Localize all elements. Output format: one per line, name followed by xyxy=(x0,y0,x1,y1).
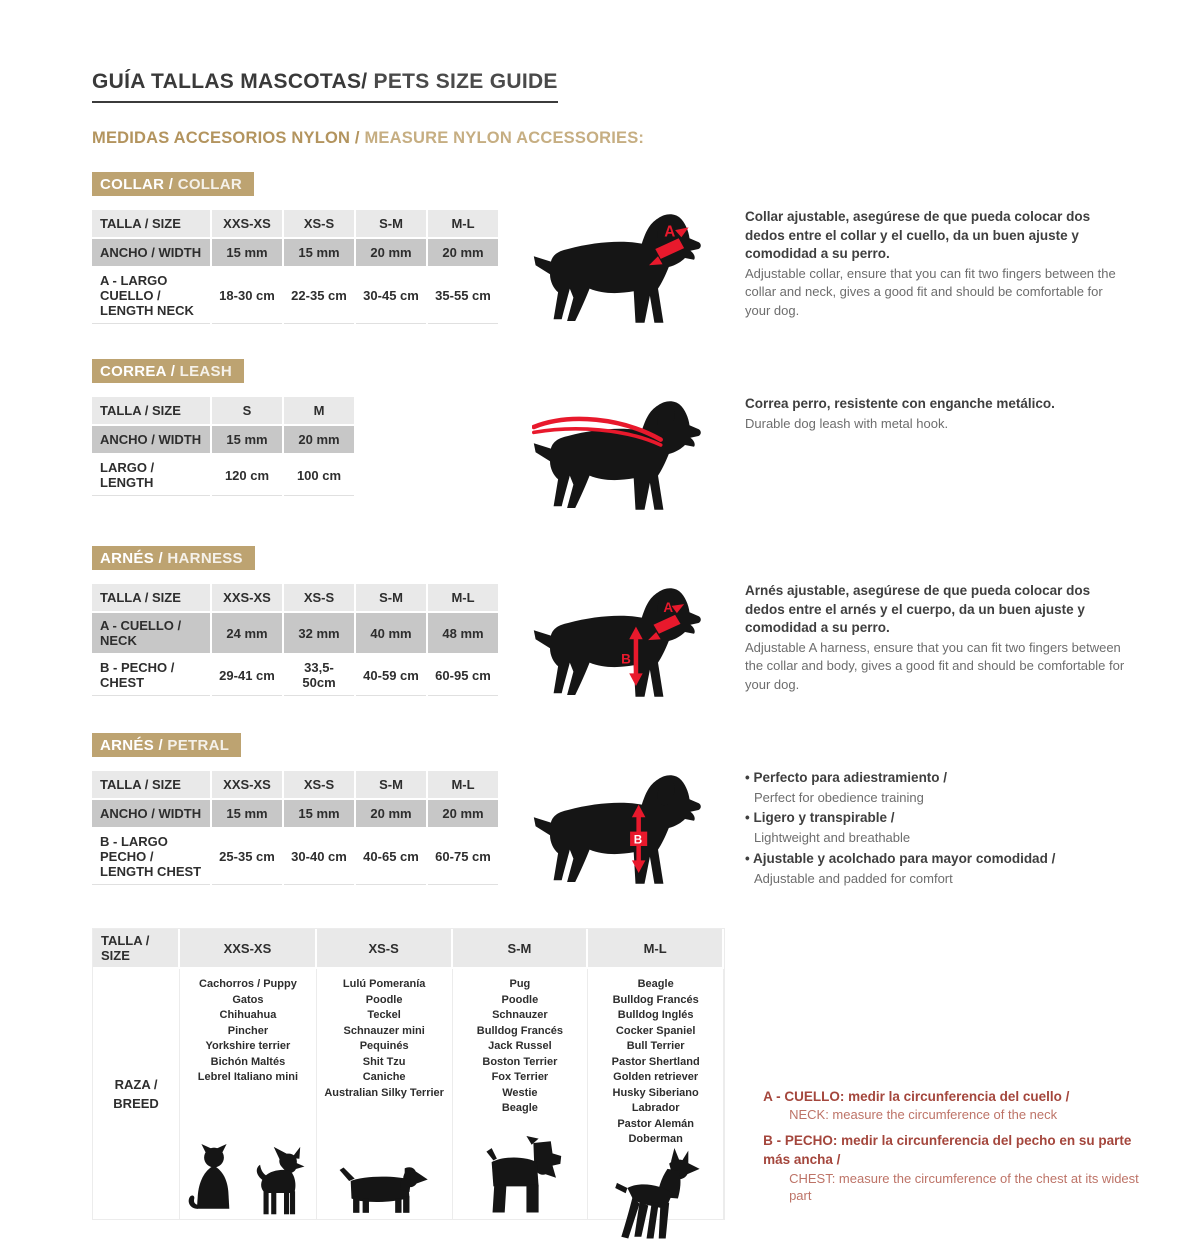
size-table-body xyxy=(92,210,498,324)
size-row xyxy=(92,239,498,266)
size-table-body xyxy=(92,584,498,696)
description-en: Durable dog leash with metal hook. xyxy=(745,415,949,431)
section-badge-petral xyxy=(92,733,241,757)
breed-name: Poodle xyxy=(501,993,539,1006)
size-header-cell: S-M xyxy=(356,584,426,611)
page-title-en: PETS SIZE GUIDE xyxy=(367,70,558,93)
section-harness xyxy=(92,546,1160,709)
breed-name: Schnauzer xyxy=(492,1009,548,1021)
breed-header-size-cell: XS-S xyxy=(317,929,453,969)
size-header-label: TALLA / SIZE xyxy=(92,771,210,798)
note-es: B - PECHO: medir la circunferencia del pecho en su parte más ancha / xyxy=(763,1132,1132,1168)
note-item xyxy=(763,1131,1160,1205)
breed-name: Cocker Spaniel xyxy=(615,1024,696,1037)
dog-collar-marking xyxy=(532,204,717,335)
bullet-item xyxy=(745,769,1127,806)
size-table-collar xyxy=(90,208,500,326)
breed-name: Poodle xyxy=(365,993,403,1006)
size-value-cell: 22-35 cm xyxy=(284,268,354,324)
size-table-petral xyxy=(90,769,500,887)
breed-name: Schnauzer mini xyxy=(343,1024,425,1037)
size-header-cell: S xyxy=(212,397,282,424)
section-row xyxy=(92,582,1160,709)
breed-header-size-cell: XXS-XS xyxy=(180,929,317,969)
size-value-cell: 15 mm xyxy=(212,800,282,827)
size-row xyxy=(92,613,498,653)
dog-petral-marking xyxy=(532,765,717,896)
badge-label-es: COLLAR / xyxy=(100,176,174,193)
breed-name-list xyxy=(453,969,588,1117)
size-row-label: A - LARGO CUELLO / LENGTH NECK xyxy=(92,268,210,324)
size-header-cell: XS-S xyxy=(284,771,354,798)
size-value-cell: 15 mm xyxy=(284,800,354,827)
breed-name: Pastor Shertland xyxy=(611,1055,700,1068)
size-header-label: TALLA / SIZE xyxy=(92,584,210,611)
size-table-leash xyxy=(90,395,356,498)
cat-silhouette xyxy=(187,1144,241,1216)
breed-header-row xyxy=(93,929,724,969)
badge-label-es: ARNÉS / xyxy=(100,550,163,567)
size-value-cell: 33,5-50cm xyxy=(284,655,354,696)
dog-silhouette-illustration xyxy=(532,204,712,330)
size-value-cell: 20 mm xyxy=(428,800,498,827)
size-value-cell: 40-65 cm xyxy=(356,829,426,885)
section-badge-harness xyxy=(92,546,255,570)
breed-name: Bulldog Francés xyxy=(612,993,699,1006)
size-row xyxy=(92,426,354,453)
dog-leash-marking xyxy=(532,391,717,522)
size-row xyxy=(92,655,498,696)
breed-name: Cachorros / Puppy xyxy=(199,978,297,990)
description-es: Collar ajustable, asegúrese de que pueda colocar dos dedos entre el collar y el cuello, da un buen ajuste y comodidad a su perro. xyxy=(745,209,1091,262)
dog-silhouette-illustration xyxy=(532,765,712,891)
svg-text:A: A xyxy=(664,223,676,241)
note-es: A - CUELLO: medir la circunferencia del cuello / xyxy=(763,1088,1070,1104)
breed-name: Lebrel Italiano mini xyxy=(197,1071,299,1083)
size-row-label: ANCHO / WIDTH xyxy=(92,426,210,453)
bullet-es: • Ligero y transpirable / xyxy=(745,809,1127,828)
size-value-cell: 30-40 cm xyxy=(284,829,354,885)
badge-label-en: HARNESS xyxy=(162,550,243,567)
breed-header-label: TALLA / SIZE xyxy=(93,929,180,969)
size-header-cell: XXS-XS xyxy=(212,210,282,237)
accessory-sections xyxy=(92,172,1160,896)
size-value-cell: 15 mm xyxy=(212,426,282,453)
size-header-cell: XXS-XS xyxy=(212,584,282,611)
size-header-row xyxy=(92,584,498,611)
breed-header-size-cell: S-M xyxy=(453,929,589,969)
size-table-wrap xyxy=(92,395,532,498)
dog-silhouette-illustration xyxy=(532,391,712,517)
size-value-cell: 24 mm xyxy=(212,613,282,653)
size-value-cell: 25-35 cm xyxy=(212,829,282,885)
breed-name: Westie xyxy=(502,1086,538,1099)
description-es: Arnés ajustable, asegúrese de que pueda colocar dos dedos entre el arnés y el cuerpo, da un buen ajuste y comodidad a su perro. xyxy=(745,583,1091,636)
section-petral xyxy=(92,733,1160,896)
size-table-body xyxy=(92,397,354,496)
size-header-label: TALLA / SIZE xyxy=(92,210,210,237)
badge-label-en: PETRAL xyxy=(162,737,230,754)
schnauzer-silhouette xyxy=(476,1136,563,1216)
breed-cell-S-M xyxy=(453,969,589,1219)
breed-cell-content xyxy=(180,969,316,1219)
breed-silhouettes xyxy=(588,1148,723,1245)
size-value-cell: 60-95 cm xyxy=(428,655,498,696)
size-header-cell: M xyxy=(284,397,354,424)
breed-name: Teckel xyxy=(367,1009,401,1021)
size-header-label: TALLA / SIZE xyxy=(92,397,210,424)
size-value-cell: 20 mm xyxy=(356,800,426,827)
breed-silhouettes xyxy=(317,1162,452,1219)
breed-row-label-en: BREED xyxy=(113,1096,159,1111)
size-header-cell: M-L xyxy=(428,771,498,798)
breed-name: Pastor Alemán xyxy=(617,1117,694,1130)
bullet-item xyxy=(745,809,1127,846)
dog-harness-marking xyxy=(532,578,717,709)
breed-name: Caniche xyxy=(362,1071,406,1083)
note-en: CHEST: measure the circumference of the chest at its widest part xyxy=(789,1170,1139,1204)
measure-subtitle xyxy=(92,129,1160,148)
bullet-en: Lightweight and breathable xyxy=(754,830,911,846)
size-header-cell: S-M xyxy=(356,210,426,237)
breed-name: Jack Russel xyxy=(488,1040,552,1052)
size-value-cell: 20 mm xyxy=(356,239,426,266)
size-row xyxy=(92,829,498,885)
breed-table-body xyxy=(93,929,724,1219)
breed-cell-content xyxy=(588,969,723,1219)
size-value-cell: 35-55 cm xyxy=(428,268,498,324)
size-header-cell: S-M xyxy=(356,771,426,798)
note-item xyxy=(763,1087,1160,1124)
svg-text:B: B xyxy=(633,833,643,847)
breed-name: Beagle xyxy=(501,1102,538,1114)
badge-label-es: ARNÉS / xyxy=(100,737,163,754)
section-collar xyxy=(92,172,1160,335)
breed-name: Pug xyxy=(509,978,531,990)
section-leash xyxy=(92,359,1160,522)
size-header-cell: M-L xyxy=(428,584,498,611)
bullet-en: Perfect for obedience training xyxy=(754,789,924,805)
size-table-wrap xyxy=(92,582,532,698)
breed-name: Bichón Maltés xyxy=(210,1055,286,1068)
breed-cell-M-L xyxy=(588,969,724,1219)
breed-table xyxy=(92,928,725,1220)
breed-name: Australian Silky Terrier xyxy=(324,1086,444,1099)
breed-name: Chihuahua xyxy=(219,1009,277,1021)
chihuahua-silhouette xyxy=(249,1146,309,1216)
description-es: Correa perro, resistente con enganche metálico. xyxy=(745,396,1055,411)
section-row xyxy=(92,208,1160,335)
breed-row-label xyxy=(93,969,180,1219)
size-value-cell: 32 mm xyxy=(284,613,354,653)
badge-label-es: CORREA / xyxy=(100,363,176,380)
size-header-cell: M-L xyxy=(428,210,498,237)
section-description xyxy=(745,769,1127,890)
size-header-row xyxy=(92,210,498,237)
breed-name: Boston Terrier xyxy=(482,1055,558,1068)
size-row xyxy=(92,800,498,827)
breed-name: Beagle xyxy=(637,978,674,990)
size-value-cell: 20 mm xyxy=(428,239,498,266)
measure-subtitle-es: MEDIDAS ACCESORIOS NYLON / xyxy=(92,129,360,147)
bullet-es: • Ajustable y acolchado para mayor comodidad / xyxy=(745,850,1127,869)
description-en: Adjustable A harness, ensure that you can fit two fingers between the collar and body, gives a good fit and should be comfortable for your dog. xyxy=(745,639,1125,692)
breed-name: Bull Terrier xyxy=(626,1040,685,1052)
breed-name: Labrador xyxy=(631,1102,680,1114)
size-row-label: B - LARGO PECHO / LENGTH CHEST xyxy=(92,829,210,885)
size-row xyxy=(92,268,498,324)
size-value-cell: 30-45 cm xyxy=(356,268,426,324)
breed-name: Shit Tzu xyxy=(362,1055,406,1068)
pets-size-guide-page xyxy=(92,70,1160,1220)
badge-label-en: COLLAR xyxy=(173,176,242,193)
dog-silhouette-illustration xyxy=(532,578,712,704)
breed-name: Gatos xyxy=(232,993,264,1006)
measure-notes xyxy=(763,1087,1160,1220)
size-value-cell: 29-41 cm xyxy=(212,655,282,696)
note-en: NECK: measure the circumference of the neck xyxy=(789,1107,1058,1123)
breed-name: Golden retriever xyxy=(613,1071,699,1083)
breed-name: Pincher xyxy=(227,1024,269,1037)
dachshund-silhouette xyxy=(338,1162,429,1216)
size-row xyxy=(92,455,354,496)
svg-text:A: A xyxy=(663,600,674,616)
size-table-body xyxy=(92,771,498,885)
size-header-cell: XXS-XS xyxy=(212,771,282,798)
size-value-cell: 120 cm xyxy=(212,455,282,496)
size-value-cell: 18-30 cm xyxy=(212,268,282,324)
size-row-label: ANCHO / WIDTH xyxy=(92,800,210,827)
svg-text:B: B xyxy=(621,651,631,667)
size-row-label: B - PECHO / CHEST xyxy=(92,655,210,696)
breed-name: Lulú Pomeranía xyxy=(342,978,426,990)
breed-row-label-es: RAZA / xyxy=(114,1076,158,1092)
breed-name: Bulldog Francés xyxy=(476,1024,563,1037)
doberman-silhouette xyxy=(610,1148,701,1242)
breed-header-size-cell: M-L xyxy=(588,929,724,969)
breed-cell-XS-S xyxy=(317,969,453,1219)
size-value-cell: 100 cm xyxy=(284,455,354,496)
size-header-cell: XS-S xyxy=(284,584,354,611)
size-row-label: A - CUELLO / NECK xyxy=(92,613,210,653)
breed-and-notes-row xyxy=(92,928,1160,1220)
section-row xyxy=(92,395,1160,522)
size-table-wrap xyxy=(92,208,532,326)
breed-name: Pequinés xyxy=(359,1040,409,1052)
breed-name-list xyxy=(317,969,452,1101)
bullet-en: Adjustable and padded for comfort xyxy=(754,870,953,886)
section-row xyxy=(92,769,1160,896)
breed-name: Doberman xyxy=(628,1133,683,1145)
size-value-cell: 40-59 cm xyxy=(356,655,426,696)
measure-subtitle-en: MEASURE NYLON ACCESSORIES: xyxy=(359,129,645,147)
section-description xyxy=(745,395,1127,433)
size-row-label: ANCHO / WIDTH xyxy=(92,239,210,266)
breed-name: Bulldog Inglés xyxy=(617,1009,694,1021)
size-table-wrap xyxy=(92,769,532,887)
bullet-es: • Perfecto para adiestramiento / xyxy=(745,769,1127,788)
size-header-row xyxy=(92,771,498,798)
page-title-es: GUÍA TALLAS MASCOTAS/ xyxy=(92,70,368,93)
size-row-label: LARGO / LENGTH xyxy=(92,455,210,496)
size-value-cell: 15 mm xyxy=(284,239,354,266)
section-description xyxy=(745,582,1127,694)
breed-cell-XXS-XS xyxy=(180,969,317,1219)
section-badge-leash xyxy=(92,359,244,383)
page-title xyxy=(92,70,558,103)
size-header-cell: XS-S xyxy=(284,210,354,237)
breed-body-row xyxy=(93,969,724,1219)
breed-name-list xyxy=(588,969,723,1148)
bullet-item xyxy=(745,850,1127,887)
breed-cell-content xyxy=(317,969,452,1219)
section-badge-collar xyxy=(92,172,254,196)
size-header-row xyxy=(92,397,354,424)
description-en: Adjustable collar, ensure that you can fit two fingers between the collar and neck, gives a good fit and should be comfortable for your dog. xyxy=(745,265,1116,318)
size-value-cell: 20 mm xyxy=(284,426,354,453)
breed-cell-content xyxy=(453,969,588,1219)
breed-silhouettes xyxy=(453,1136,588,1219)
feature-bullets xyxy=(745,769,1127,887)
size-value-cell: 15 mm xyxy=(212,239,282,266)
breed-name-list xyxy=(180,969,316,1086)
breed-silhouettes xyxy=(180,1144,316,1219)
breed-name: Yorkshire terrier xyxy=(205,1040,291,1052)
size-value-cell: 40 mm xyxy=(356,613,426,653)
badge-label-en: LEASH xyxy=(175,363,232,380)
breed-name: Husky Siberiano xyxy=(612,1086,699,1099)
size-table-harness xyxy=(90,582,500,698)
section-description xyxy=(745,208,1127,320)
size-value-cell: 48 mm xyxy=(428,613,498,653)
breed-table-container xyxy=(92,928,725,1220)
size-value-cell: 60-75 cm xyxy=(428,829,498,885)
breed-name: Fox Terrier xyxy=(491,1071,549,1083)
